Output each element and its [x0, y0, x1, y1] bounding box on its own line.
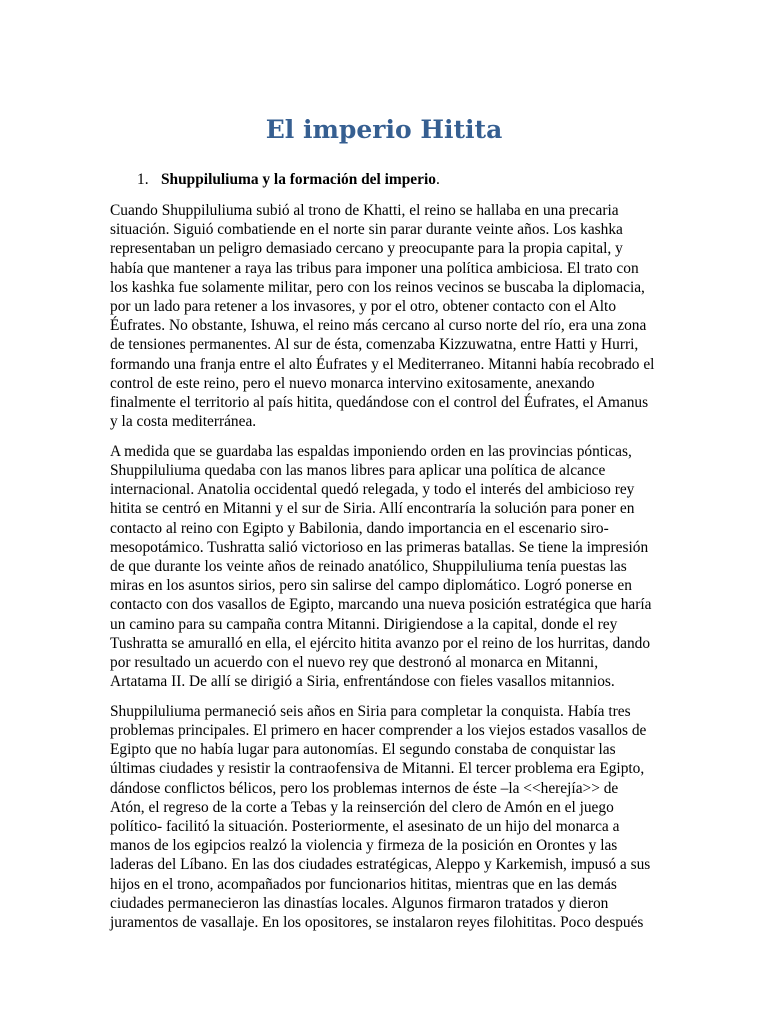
text-line: manos de los egipcios realzó la violencia y firmeza de la posición en Orontes y las — [110, 837, 618, 855]
text-line: Shuppiluliuma quedaba con las manos libres para aplicar una política de alcance — [110, 462, 606, 480]
text-line: contacto con dos vasallos de Egipto, marcando una nueva posición estratégica que haría — [110, 596, 652, 614]
text-line: Éufrates. No obstante, Ishuwa, el reino más cercano al curso norte del río, era una zona — [110, 317, 647, 335]
text-line: de tensiones permanentes. Al sur de ésta, comenzaba Kizzuwatna, entre Hatti y Hurri, — [110, 336, 639, 354]
text-line: últimas ciudades y resistir la contraofensiva de Mitanni. El tercer problema era Egipto, — [110, 760, 645, 778]
text-line: y la costa mediterránea. — [110, 413, 257, 431]
text-line: juramentos de vasallaje. En los opositores, se instalaron reyes filohititas. Poco después — [110, 913, 644, 931]
text-line: internacional. Anatolia occidental quedó relegada, y todo el interés del ambicioso rey — [110, 481, 635, 499]
text-line: Atón, el regreso de la corte a Tebas y la reinserción del clero de Amón en el juego — [110, 798, 614, 816]
text-line: Egipto que no había lugar para autonomías. El segundo constaba de conquistar las — [110, 741, 616, 759]
document-body — [110, 201, 670, 943]
text-line: formando una franja entre el alto Éufrates y el Mediterraneo. Mitanni había recobrado el — [110, 355, 655, 373]
text-line: ciudades permanecieron las dinastías locales. Algunos firmaron tratados y dieron — [110, 894, 609, 912]
text-line: Artatama II. De allí se dirigió a Siria, enfrentándose con fieles vasallos mitannios. — [110, 673, 615, 691]
text-line: representaban un peligro demasiado cercano y preocupante para la propia capital, y — [110, 240, 623, 258]
text-line: A medida que se guardaba las espaldas imponiendo orden en las provincias pónticas, — [110, 442, 632, 460]
section-heading-text: Shuppiluliuma y la formación del imperio — [161, 171, 436, 188]
text-line: finalmente el territorio al país hitita, quedándose con el control del Éufrates, el Amanus — [110, 393, 649, 411]
paragraph-2 — [110, 442, 670, 691]
text-line: miras en los asuntos sirios, pero sin salirse del campo diplomático. Logró ponerse en — [110, 577, 632, 595]
text-line: hijos en el trono, acompañados por funcionarios hititas, mientras que en las demás — [110, 875, 617, 893]
section-heading — [137, 170, 440, 190]
text-line: por resultado un acuerdo con el nuevo rey que destronó al monarca en Mitanni, — [110, 653, 599, 671]
text-line: mesopotámico. Tushratta salió victorioso en las primeras batallas. Se tiene la impresión — [110, 538, 649, 556]
paragraph-1 — [110, 201, 670, 431]
text-line: control de este reino, pero el nuevo monarca intervino exitosamente, anexando — [110, 374, 595, 392]
text-line: los kashka fue solamente militar, pero con los reinos vecinos se buscaba la diplomacia, — [110, 278, 645, 296]
section-number: 1. — [137, 171, 149, 188]
text-line: situación. Siguió combatiende en el norte sin parar durante veinte años. Los kashka — [110, 221, 623, 239]
text-line: problemas principales. El primero en hacer comprender a los viejos estados vasallos de — [110, 722, 647, 740]
page-title: El imperio Hitita — [265, 115, 503, 144]
text-line: por un lado para retener a los invasores, y por el otro, obtener contacto con el Alto — [110, 297, 617, 315]
text-line: laderas del Líbano. En las dos ciudades estratégicas, Aleppo y Karkemish, impusó a sus — [110, 856, 651, 874]
text-line: contacto al reino con Egipto y Babilonia, dando importancia en el escenario siro- — [110, 519, 609, 537]
text-line: hitita se centró en Mitanni y el sur de Siria. Allí encontraría la solución para poner en — [110, 500, 635, 518]
paragraph-3 — [110, 702, 670, 932]
text-line: Cuando Shuppiluliuma subió al trono de Khatti, el reino se hallaba en una precaria — [110, 202, 619, 219]
text-line: un camino para su campaña contra Mitanni. Dirigiendose a la capital, donde el rey — [110, 615, 618, 633]
section-heading-period: . — [435, 171, 440, 188]
text-line: dándose conflictos bélicos, pero los problemas internos de éste –la <<herejía>> de — [110, 779, 619, 797]
text-line: político- facilitó la situación. Posteriormente, el asesinato de un hijo del monarca a — [110, 818, 620, 835]
text-line: Shuppiluliuma permaneció seis años en Siria para completar la conquista. Había tres — [110, 702, 631, 720]
text-line: de que durante los veinte años de reinado anatólico, Shuppiluliuma tenía puestas las — [110, 557, 627, 575]
text-line: Tushratta se amuralló en ella, el ejército hitita avanzo por el reino de los hurritas, dando — [110, 634, 651, 652]
text-line: había que mantener a raya las tribus para imponer una política ambiciosa. El trato con — [110, 259, 639, 277]
